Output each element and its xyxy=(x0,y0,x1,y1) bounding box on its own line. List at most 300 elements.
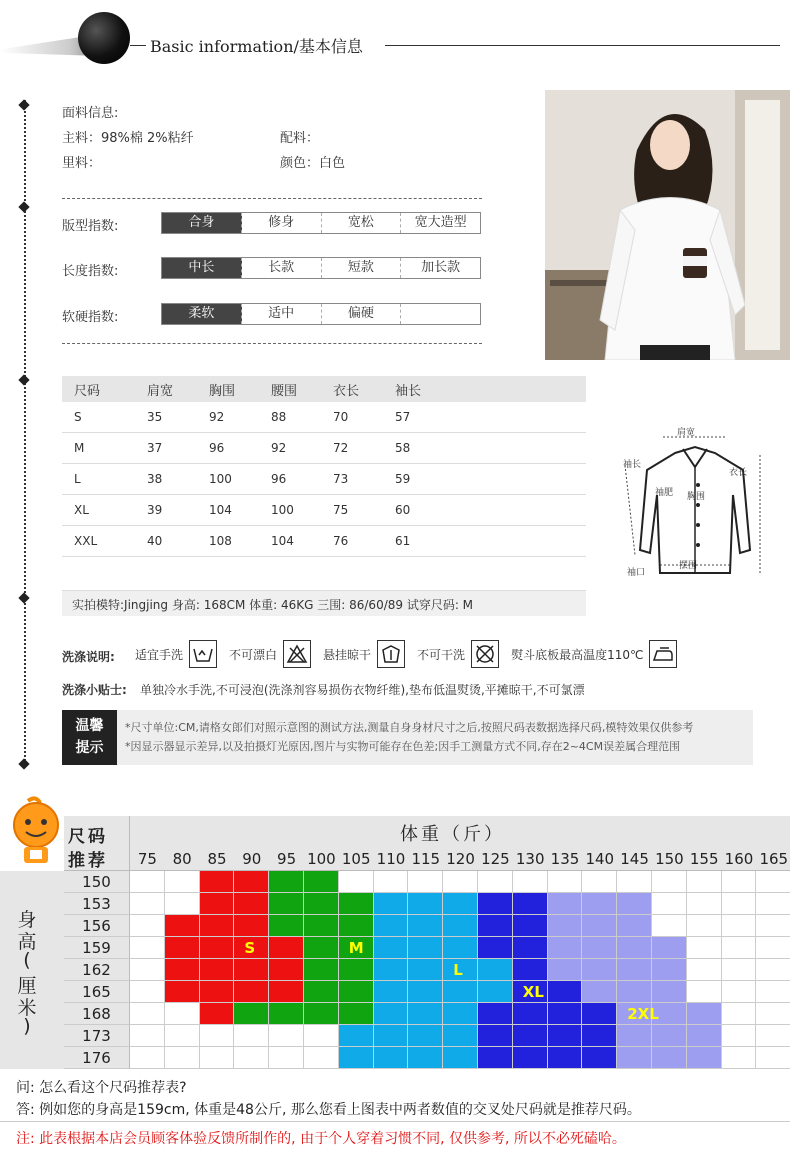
diagram-label-shoulder: 肩宽 xyxy=(677,428,696,438)
grid-cell xyxy=(304,893,339,915)
size-table-header-cell: 胸围 xyxy=(209,383,236,399)
size-region-label: 2XL xyxy=(627,1005,659,1023)
height-tick-label: 153 xyxy=(64,893,130,915)
grid-cell xyxy=(478,981,513,1003)
grid-cell xyxy=(722,981,757,1003)
bullet-diamond xyxy=(18,99,29,110)
size-table-cell: 38 xyxy=(147,472,163,486)
height-tick-label: 165 xyxy=(64,981,130,1003)
bullet-diamond xyxy=(18,374,29,385)
size-table-header-cell: 肩宽 xyxy=(147,383,174,399)
grid-cell xyxy=(165,1025,200,1047)
grid-cell xyxy=(722,871,757,893)
grid-cell xyxy=(582,1025,617,1047)
size-table-cell: 61 xyxy=(395,534,411,548)
size-table-cell: 39 xyxy=(147,503,163,517)
grid-cell xyxy=(374,981,409,1003)
grid-cell xyxy=(304,1025,339,1047)
grid-cell xyxy=(617,937,652,959)
grid-cell xyxy=(304,871,339,893)
size-table-cell: L xyxy=(74,472,81,486)
weight-tick-label: 160 xyxy=(724,850,754,868)
grid-cell xyxy=(722,1003,757,1025)
size-table-cell: 60 xyxy=(395,503,411,517)
grid-cell xyxy=(408,1025,443,1047)
index-option: 中长 xyxy=(162,258,242,278)
height-axis-title-char: ( xyxy=(23,949,31,971)
size-table-cell: 108 xyxy=(209,534,232,548)
grid-cell xyxy=(756,959,790,981)
grid-cell xyxy=(339,1047,374,1069)
height-axis-title-char: 米 xyxy=(17,997,37,1019)
grid-cell xyxy=(687,893,722,915)
grid-cell xyxy=(582,981,617,1003)
grid-cell xyxy=(687,1025,722,1047)
height-tick-label: 156 xyxy=(64,915,130,937)
size-table-header xyxy=(62,376,586,402)
index-option xyxy=(401,304,480,324)
grid-cell xyxy=(408,1003,443,1025)
grid-cell xyxy=(130,1003,165,1025)
size-table-cell: 100 xyxy=(271,503,294,517)
size-table-cell: 96 xyxy=(271,472,287,486)
fabric-color: 颜色：白色 xyxy=(280,156,346,171)
mascot-logo xyxy=(8,795,64,865)
size-table-row xyxy=(62,526,586,557)
grid-cell xyxy=(652,959,687,981)
grid-cell xyxy=(687,1047,722,1069)
diagram-label-hem: 摆围 xyxy=(679,561,698,571)
grid-cell xyxy=(478,1003,513,1025)
grid-cell xyxy=(582,915,617,937)
grid-cell xyxy=(339,1025,374,1047)
grid-cell xyxy=(269,893,304,915)
grid-cell xyxy=(687,871,722,893)
grid-corner-label-1: 尺码 xyxy=(68,827,108,847)
weight-tick-label: 80 xyxy=(172,850,192,868)
grid-cell xyxy=(548,871,583,893)
size-table-cell: 35 xyxy=(147,410,163,424)
grid-cell xyxy=(130,871,165,893)
grid-cell xyxy=(513,937,548,959)
weight-tick-label: 150 xyxy=(655,850,684,868)
grid-cell xyxy=(200,959,235,981)
no-bleach-icon xyxy=(283,640,311,668)
grid-cell xyxy=(443,981,478,1003)
height-tick-label: 162 xyxy=(64,959,130,981)
grid-cell xyxy=(582,959,617,981)
grid-cell xyxy=(234,1047,269,1069)
header-rule-right xyxy=(385,45,780,46)
timeline-dots xyxy=(24,100,26,765)
grid-cell xyxy=(652,1025,687,1047)
size-table-cell: 100 xyxy=(209,472,232,486)
fabric-heading: 面料信息: xyxy=(62,106,119,121)
disclaimer-note: 注: 此表根据本店会员顾客体验反馈所制作的, 由于个人穿着习惯不同, 仅供参考, 所以不必死磕哈。 xyxy=(16,1131,626,1147)
index-option: 长款 xyxy=(242,258,322,278)
grid-cell xyxy=(374,1003,409,1025)
iron-icon xyxy=(649,640,677,668)
grid-cell xyxy=(652,937,687,959)
size-region-label: M xyxy=(348,939,364,957)
grid-cell xyxy=(269,981,304,1003)
grid-cell xyxy=(478,959,513,981)
grid-cell xyxy=(165,937,200,959)
grid-cell xyxy=(687,937,722,959)
grid-cell xyxy=(165,915,200,937)
care-label: 悬挂晾干 xyxy=(323,647,372,662)
size-table-cell: XXL xyxy=(74,534,98,548)
grid-cell xyxy=(548,981,583,1003)
grid-cell xyxy=(269,959,304,981)
size-table xyxy=(62,376,586,557)
grid-cell xyxy=(269,937,304,959)
height-tick-label: 150 xyxy=(64,871,130,893)
grid-cell xyxy=(443,937,478,959)
weight-tick-label: 90 xyxy=(242,850,262,868)
grid-cell xyxy=(304,959,339,981)
size-table-row xyxy=(62,402,586,433)
notice-text xyxy=(117,710,753,765)
model-info: 实拍模特:Jingjing 身高: 168CM 体重: 46KG 三围: 86/60/89 试穿尺码: M xyxy=(72,598,474,612)
grid-cell xyxy=(687,959,722,981)
grid-cell xyxy=(200,981,235,1003)
height-axis-title-char: 身 xyxy=(17,909,37,931)
grid-cell xyxy=(652,871,687,893)
grid-cell xyxy=(478,915,513,937)
grid-cell xyxy=(582,893,617,915)
care-label: 不可漂白 xyxy=(229,647,278,662)
grid-cell xyxy=(165,981,200,1003)
size-table-cell: 88 xyxy=(271,410,287,424)
index-option: 加长款 xyxy=(421,260,461,275)
grid-cell xyxy=(687,915,722,937)
grid-cell xyxy=(269,1047,304,1069)
notice-line-1: *尺寸单位:CM,请格女郎们对照示意图的测试方法,测量自身身材尺寸之后,按照尺码表数据选择尺码,模特效果仅供参考 xyxy=(125,721,694,734)
weight-tick-label: 100 xyxy=(307,850,336,868)
height-tick-label: 159 xyxy=(64,937,130,959)
grid-cell xyxy=(756,937,790,959)
grid-cell xyxy=(617,1025,652,1047)
model-photo xyxy=(545,90,790,360)
size-table-cell: 73 xyxy=(333,472,349,486)
grid-cell xyxy=(234,1025,269,1047)
care-tips: 单独冷水手洗,不可浸泡(洗涤剂容易损伤衣物纤维),垫布低温熨烫,平摊晾干,不可氯漂 xyxy=(140,683,585,697)
hand-wash-icon xyxy=(189,640,217,668)
grid-cell xyxy=(722,1025,757,1047)
grid-cell xyxy=(408,915,443,937)
grid-cell xyxy=(304,1003,339,1025)
care-label: 适宜手洗 xyxy=(135,647,184,662)
grid-cell xyxy=(304,981,339,1003)
weight-tick-label: 120 xyxy=(446,850,475,868)
notice-label-1: 温馨 xyxy=(75,718,104,734)
index-label: 版型指数: xyxy=(62,219,119,234)
grid-cell xyxy=(130,915,165,937)
size-table-header-cell: 袖长 xyxy=(395,383,422,399)
grid-cell xyxy=(513,893,548,915)
grid-cell xyxy=(513,871,548,893)
grid-cell xyxy=(756,1003,790,1025)
grid-cell xyxy=(722,1047,757,1069)
grid-cell xyxy=(652,915,687,937)
grid-cell xyxy=(513,959,548,981)
size-region-label: S xyxy=(244,939,256,957)
grid-cell xyxy=(269,1003,304,1025)
grid-cell xyxy=(234,915,269,937)
size-table-row xyxy=(62,495,586,526)
fabric-main: 主料：98%棉 2%粘纤 xyxy=(62,131,194,146)
weight-tick-label: 155 xyxy=(689,850,719,868)
grid-cell xyxy=(548,959,583,981)
grid-cell xyxy=(756,981,790,1003)
size-table-cell: 72 xyxy=(333,441,349,455)
care-label: 熨斗底板最高温度110℃ xyxy=(511,647,644,662)
grid-cell xyxy=(165,871,200,893)
grid-cell xyxy=(408,981,443,1003)
size-table-cell: 76 xyxy=(333,534,349,548)
grid-cell xyxy=(617,981,652,1003)
weight-tick-label: 140 xyxy=(585,850,615,868)
notice-line-2: *因显示器显示差异,以及拍摄灯光原因,图片与实物可能存在色差;因手工测量方式不同,存在2~4CM误差属合理范围 xyxy=(125,740,681,753)
size-table-cell: 96 xyxy=(209,441,225,455)
notice-label-2: 提示 xyxy=(75,740,104,756)
care-icons-row xyxy=(135,640,677,668)
grid-cell xyxy=(304,1047,339,1069)
grid-cell xyxy=(165,1047,200,1069)
index-option: 适中 xyxy=(242,304,322,324)
grid-cell xyxy=(513,1047,548,1069)
size-table-cell: 75 xyxy=(333,503,349,517)
grid-cell xyxy=(200,915,235,937)
grid-cell xyxy=(130,981,165,1003)
faq-question: 问: 怎么看这个尺码推荐表? xyxy=(16,1080,187,1096)
index-option: 短款 xyxy=(322,258,402,278)
header-rule-left xyxy=(130,45,146,46)
grid-cell xyxy=(617,871,652,893)
grid-cell xyxy=(722,893,757,915)
size-table-cell: 57 xyxy=(395,410,411,424)
grid-cell xyxy=(513,1025,548,1047)
grid-cell xyxy=(548,937,583,959)
diagram-label-cuff: 袖口 xyxy=(627,568,646,578)
grid-cell xyxy=(200,871,235,893)
grid-cell xyxy=(304,915,339,937)
grid-cell xyxy=(548,893,583,915)
hang-dry-icon xyxy=(377,640,405,668)
grid-cell xyxy=(652,981,687,1003)
grid-cell xyxy=(756,871,790,893)
grid-cell xyxy=(200,893,235,915)
grid-cell xyxy=(339,1003,374,1025)
grid-cell xyxy=(408,1047,443,1069)
grid-cell xyxy=(513,915,548,937)
index-option: 偏硬 xyxy=(322,304,402,324)
size-region-label: XL xyxy=(522,983,544,1001)
grid-cell xyxy=(478,893,513,915)
size-table-header-cell: 腰围 xyxy=(271,383,298,399)
fabric-lining: 里料： xyxy=(62,156,102,171)
weight-tick-label: 105 xyxy=(341,850,371,868)
grid-cell xyxy=(582,871,617,893)
grid-cell xyxy=(374,871,409,893)
grid-cell xyxy=(200,1003,235,1025)
height-axis-title-char: 高 xyxy=(17,931,37,953)
index-label: 长度指数: xyxy=(62,264,119,279)
grid-cell xyxy=(548,1047,583,1069)
diagram-label-sleeve: 袖长 xyxy=(623,460,642,470)
care-tips-label: 洗涤小贴士: xyxy=(62,683,127,697)
grid-cell xyxy=(478,871,513,893)
grid-cell xyxy=(582,1047,617,1069)
garment-diagram xyxy=(615,425,775,585)
grid-cell xyxy=(130,1047,165,1069)
size-table-cell: 58 xyxy=(395,441,411,455)
grid-cell xyxy=(374,893,409,915)
grid-cell xyxy=(478,937,513,959)
grid-cell xyxy=(756,915,790,937)
no-dry-clean-icon xyxy=(471,640,499,668)
divider xyxy=(0,1121,790,1122)
diagram-label-chest: 胸围 xyxy=(687,492,706,502)
grid-cell xyxy=(165,1003,200,1025)
grid-cell xyxy=(548,915,583,937)
size-table-row xyxy=(62,464,586,495)
size-table-cell: 104 xyxy=(209,503,232,517)
grid-cell xyxy=(478,1025,513,1047)
grid-cell xyxy=(339,981,374,1003)
grid-cell xyxy=(756,1047,790,1069)
grid-cell xyxy=(200,1025,235,1047)
grid-cell xyxy=(200,1047,235,1069)
weight-tick-label: 110 xyxy=(376,850,406,868)
weight-axis-title: 体重（斤） xyxy=(400,824,505,845)
grid-cell xyxy=(339,871,374,893)
size-table-header-cell: 尺码 xyxy=(74,383,101,399)
grid-cell xyxy=(130,959,165,981)
fabric-accessory: 配料： xyxy=(280,131,320,146)
grid-cell xyxy=(443,871,478,893)
grid-cell xyxy=(130,1025,165,1047)
index-label: 软硬指数: xyxy=(62,310,119,325)
grid-cell xyxy=(756,1025,790,1047)
grid-cell xyxy=(687,981,722,1003)
grid-cell xyxy=(269,871,304,893)
grid-cell xyxy=(304,937,339,959)
grid-cell xyxy=(443,893,478,915)
grid-cell xyxy=(234,1003,269,1025)
index-option: 合身 xyxy=(162,213,242,233)
weight-tick-label: 145 xyxy=(620,850,649,868)
grid-cell xyxy=(200,937,235,959)
grid-cell xyxy=(130,937,165,959)
grid-cell xyxy=(234,959,269,981)
section-title: Basic information/基本信息 xyxy=(150,37,363,56)
grid-cell xyxy=(443,1003,478,1025)
weight-tick-label: 115 xyxy=(411,850,441,868)
grid-cell xyxy=(756,893,790,915)
index-scale xyxy=(161,212,481,234)
size-table-cell: S xyxy=(74,410,82,424)
index-scale xyxy=(161,257,481,279)
grid-cell xyxy=(478,1047,513,1069)
divider xyxy=(62,198,482,199)
height-tick-label: 168 xyxy=(64,1003,130,1025)
grid-cell xyxy=(234,981,269,1003)
faq-answer: 答: 例如您的身高是159cm, 体重是48公斤, 那么您看上图表中两者数值的交叉处尺码就是推荐尺码。 xyxy=(16,1102,641,1118)
weight-tick-label: 130 xyxy=(515,850,545,868)
grid-cell xyxy=(408,893,443,915)
grid-cell xyxy=(374,1025,409,1047)
bullet-diamond xyxy=(18,758,29,769)
grid-cell xyxy=(374,915,409,937)
index-scale xyxy=(161,303,481,325)
grid-cell xyxy=(582,1003,617,1025)
diagram-label-length: 衣长 xyxy=(729,468,748,478)
size-table-cell: 70 xyxy=(333,410,349,424)
weight-tick-label: 85 xyxy=(207,850,227,868)
grid-cell xyxy=(165,893,200,915)
index-option: 柔软 xyxy=(162,304,242,324)
grid-cell xyxy=(443,915,478,937)
size-table-cell: 104 xyxy=(271,534,294,548)
grid-cell xyxy=(513,1003,548,1025)
grid-cell xyxy=(234,871,269,893)
grid-cell xyxy=(374,959,409,981)
header-circle-graphic xyxy=(78,12,130,64)
grid-cell xyxy=(722,937,757,959)
weight-tick-label: 125 xyxy=(481,850,510,868)
notice-badge xyxy=(62,710,117,765)
diagram-label-armhole: 袖肥 xyxy=(655,488,674,498)
grid-cell xyxy=(165,959,200,981)
grid-cell xyxy=(339,915,374,937)
grid-corner-label-2: 推荐 xyxy=(68,851,108,871)
weight-tick-label: 165 xyxy=(759,850,789,868)
index-option: 宽大造型 xyxy=(414,215,467,230)
divider xyxy=(62,343,482,344)
grid-cell xyxy=(408,871,443,893)
grid-cell xyxy=(548,1025,583,1047)
grid-cell xyxy=(617,915,652,937)
size-table-cell: M xyxy=(74,441,85,455)
size-table-cell: 92 xyxy=(271,441,287,455)
grid-cell xyxy=(374,937,409,959)
grid-cell xyxy=(652,1047,687,1069)
size-table-row xyxy=(62,433,586,464)
size-table-cell: 40 xyxy=(147,534,163,548)
size-table-cell: 59 xyxy=(395,472,411,486)
grid-cell xyxy=(339,893,374,915)
grid-cell xyxy=(374,1047,409,1069)
index-option: 宽松 xyxy=(322,213,402,233)
size-table-cell: XL xyxy=(74,503,89,517)
grid-cell xyxy=(339,959,374,981)
grid-cell xyxy=(269,1025,304,1047)
grid-cell xyxy=(234,893,269,915)
height-axis-title-char: ) xyxy=(23,1015,31,1037)
care-title: 洗涤说明: xyxy=(62,650,115,664)
grid-cell xyxy=(617,893,652,915)
size-table-cell: 37 xyxy=(147,441,163,455)
grid-cell xyxy=(443,1025,478,1047)
grid-cell xyxy=(582,937,617,959)
height-tick-label: 176 xyxy=(64,1047,130,1069)
weight-tick-label: 95 xyxy=(277,850,297,868)
care-label: 不可干洗 xyxy=(417,647,466,662)
grid-cell xyxy=(443,1047,478,1069)
grid-cell xyxy=(548,1003,583,1025)
